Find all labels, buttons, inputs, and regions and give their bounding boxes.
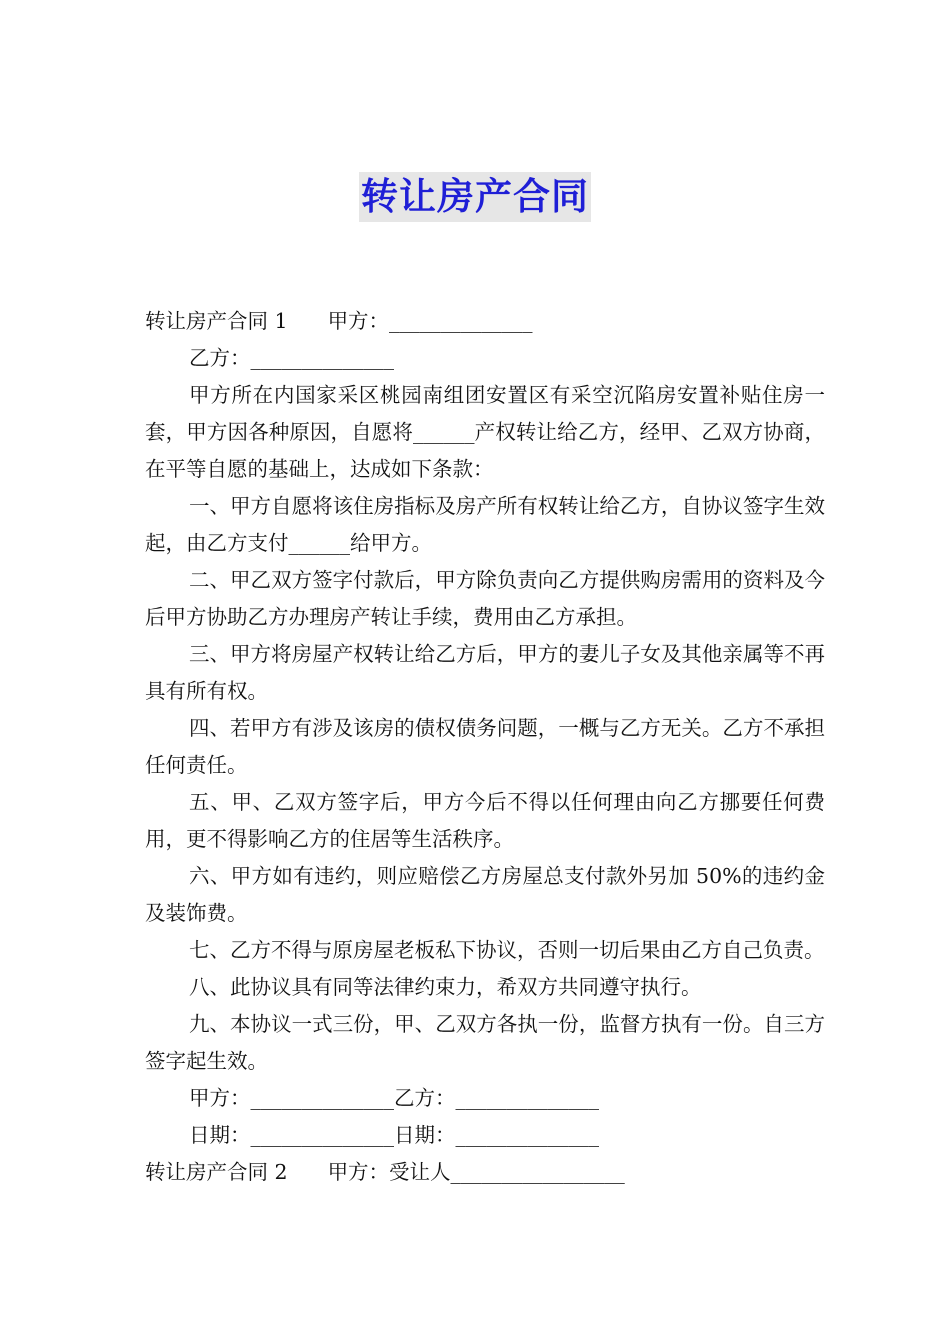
intro-paragraph: 甲方所在内国家采区桃园南组团安置区有采空沉陷房安置补贴住房一套，甲方因各种原因，自愿将______产权转让给乙方，经甲、乙双方协商，在平等自愿的基础上，达成如下条款： <box>145 383 825 481</box>
clause-1: 一、甲方自愿将该住房指标及房产所有权转让给乙方，自协议签字生效起，由乙方支付______给甲方。 <box>145 494 825 555</box>
clause-9: 九、本协议一式三份，甲、乙双方各执一份，监督方执有一份。自三方签字起生效。 <box>145 1012 825 1073</box>
contract-1-header <box>145 303 825 340</box>
party-a-field: 甲方：______________ <box>327 309 533 333</box>
clause-2: 二、甲乙双方签字付款后，甲方除负责向乙方提供购房需用的资料及今后甲方协助乙方办理房产转让手续，费用由乙方承担。 <box>145 568 825 629</box>
contract-2-header <box>145 1154 825 1191</box>
clause-8: 八、此协议具有同等法律约束力，希双方共同遵守执行。 <box>189 975 702 999</box>
contract-2-label: 转让房产合同 2 <box>145 1160 288 1184</box>
clause-7: 七、乙方不得与原房屋老板私下协议，否则一切后果由乙方自己负责。 <box>189 938 825 962</box>
clause-3: 三、甲方将房屋产权转让给乙方后，甲方的妻儿子女及其他亲属等不再具有所有权。 <box>145 642 825 703</box>
clause-6: 六、甲方如有违约，则应赔偿乙方房屋总支付款外另加 50%的违约金及装饰费。 <box>145 864 825 925</box>
title-container <box>0 172 950 222</box>
clause-5: 五、甲、乙双方签字后，甲方今后不得以任何理由向乙方挪要任何费用，更不得影响乙方的住居等生活秩序。 <box>145 790 825 851</box>
document-body <box>145 303 825 1191</box>
date-line: 日期：______________日期：______________ <box>189 1123 599 1147</box>
party-b-field: 乙方：______________ <box>189 346 394 370</box>
contract-1-label: 转让房产合同 1 <box>145 309 288 333</box>
signature-line: 甲方：______________乙方：______________ <box>189 1086 599 1110</box>
clause-4: 四、若甲方有涉及该房的债权债务问题，一概与乙方无关。乙方不承担任何责任。 <box>145 716 825 777</box>
document-title: 转让房产合同 <box>359 172 591 222</box>
transferee-field: 甲方：受让人_________________ <box>327 1160 625 1184</box>
